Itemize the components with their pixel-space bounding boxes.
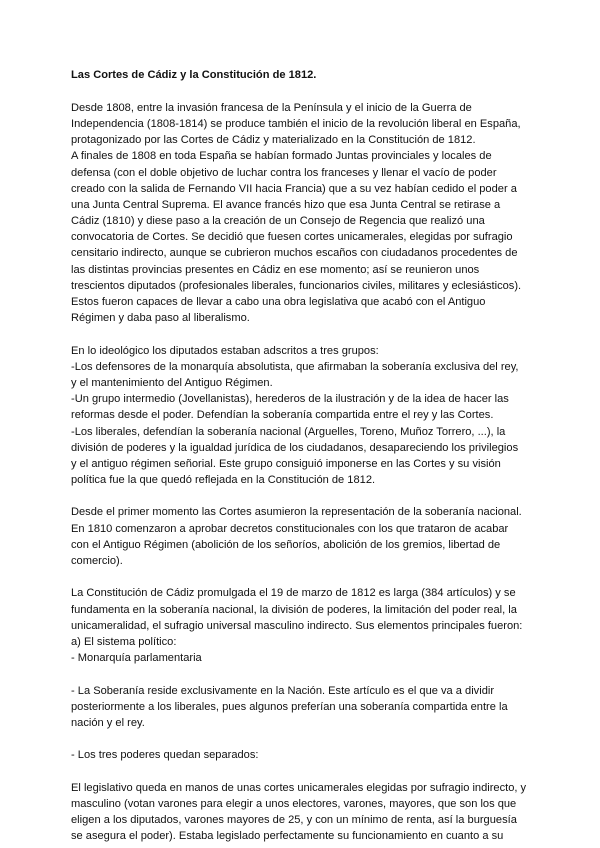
text-line: trescientos diputados (profesionales liberales, funcionarios civiles, militares y eclesiásticos).	[71, 279, 522, 292]
text-line: fundamenta en la soberanía nacional, la división de poderes, la limitación del poder real, la	[71, 603, 517, 616]
text-line: eligen a los diputados, varones mayores de 25, y con un mínimo de renta, así la burguesía	[71, 814, 517, 827]
text-line: posteriormente a los liberales, pues algunos preferían una soberanía compartida entre la	[71, 700, 508, 713]
paragraph-spacer	[71, 666, 533, 682]
text-line: Estos fueron capaces de llevar a cabo una obra legislativa que acabó con el Antiguo	[71, 296, 486, 309]
text-line: La Constitución de Cádiz promulgada el 19 de marzo de 1812 es larga (384 artículos) y se	[71, 587, 516, 600]
text-line: reformas desde el poder. Defendían la soberanía compartida entre el rey y las Cortes.	[71, 409, 494, 422]
text-line: y el mantenimiento del Antiguo Régimen.	[71, 376, 273, 389]
paragraph-spacer	[71, 569, 533, 585]
text-line: masculino (votan varones para elegir a unos electores, varones, mayores, que son los que	[71, 797, 517, 810]
text-line: creado con la salida de Fernando VII hacia Francia) que a su vez habían cedido el poder a	[71, 182, 517, 195]
paragraph	[71, 747, 533, 763]
paragraph	[71, 585, 533, 666]
text-line: Cádiz (1810) y diese paso a la creación de un Consejo de Regencia que realizó una	[71, 215, 485, 228]
text-line: En lo ideológico los diputados estaban adscritos a tres grupos:	[71, 344, 379, 357]
text-line: protagonizado por las Cortes de Cádiz y materializado en la Constitución de 1812.	[71, 134, 476, 147]
text-line: división de poderes y la igualdad jurídica de los ciudadanos, desapareciendo los privilegios	[71, 441, 519, 454]
text-line: Desde 1808, entre la invasión francesa de la Península y el inicio de la Guerra de	[71, 101, 472, 114]
text-line: convocatoria de Cortes. Se decidió que fuesen cortes unicamerales, elegidas por sufragio	[71, 231, 513, 244]
paragraph-container	[71, 100, 533, 845]
paragraph	[71, 780, 533, 845]
paragraph	[71, 100, 533, 327]
paragraph-spacer	[71, 763, 533, 779]
document-body	[71, 67, 533, 844]
text-line: comercio).	[71, 555, 123, 568]
document-title: Las Cortes de Cádiz y la Constitución de 1812.	[71, 69, 317, 81]
text-line: En 1810 comenzaron a aprobar decretos constitucionales con los que trataron de acabar	[71, 522, 509, 535]
text-line: una Junta Central Suprema. El avance francés hizo que esa Junta Central se retirase a	[71, 198, 501, 211]
text-line: Régimen y daba paso al liberalismo.	[71, 312, 250, 325]
text-line: con el Antiguo Régimen (abolición de los señoríos, abolición de los gremios, libertad de	[71, 538, 501, 551]
paragraph-spacer	[71, 488, 533, 504]
text-line: las distintas provincias presentes en Cádiz en ese momento; así se reunieron unos	[71, 263, 480, 276]
text-line: a) El sistema político:	[71, 635, 177, 648]
text-line: El legislativo queda en manos de unas cortes unicamerales elegidas por sufragio indirecto, y	[71, 781, 527, 794]
text-line: nación y el rey.	[71, 716, 145, 729]
text-line: unicameralidad, el sufragio universal masculino indirecto. Sus elementos principales fueron:	[71, 619, 523, 632]
text-line: censitario indirecto, aunque se cubrieron muchos escaños con ciudadanos procedentes de	[71, 247, 518, 260]
text-line: Desde el primer momento las Cortes asumieron la representación de la soberanía nacional.	[71, 506, 522, 519]
text-line: - Monarquía parlamentaria	[71, 652, 202, 665]
paragraph	[71, 683, 533, 732]
text-line: se asegura el poder). Estaba legislado perfectamente su funcionamiento en cuanto a su	[71, 830, 504, 843]
text-line: -Los defensores de la monarquía absolutista, que afirmaban la soberanía exclusiva del rey,	[71, 360, 519, 373]
text-line: defensa (con el doble objetivo de luchar contra los franceses y llenar el vacío de poder	[71, 166, 497, 179]
paragraph-spacer	[71, 326, 533, 342]
paragraph	[71, 343, 533, 489]
text-line: A finales de 1808 en toda España se habían formado Juntas provinciales y locales de	[71, 150, 492, 163]
text-line: Independencia (1808-1814) se produce también el inicio de la revolución liberal en España,	[71, 117, 521, 130]
text-line: - La Soberanía reside exclusivamente en la Nación. Este artículo es el que va a dividir	[71, 684, 495, 697]
text-line: política fue la que quedó reflejada en la Constitución de 1812.	[71, 474, 376, 487]
paragraph-spacer	[71, 731, 533, 747]
text-line: -Un grupo intermedio (Jovellanistas), herederos de la ilustración y de la idea de hacer las	[71, 393, 509, 406]
paragraph	[71, 504, 533, 569]
text-line: -Los liberales, defendían la soberanía nacional (Arguelles, Toreno, Muñoz Torrero, ...), la	[71, 425, 506, 438]
text-line: - Los tres poderes quedan separados:	[71, 749, 259, 762]
text-line: y el antiguo régimen señorial. Este grupo consiguió imponerse en las Cortes y su visión	[71, 457, 501, 470]
